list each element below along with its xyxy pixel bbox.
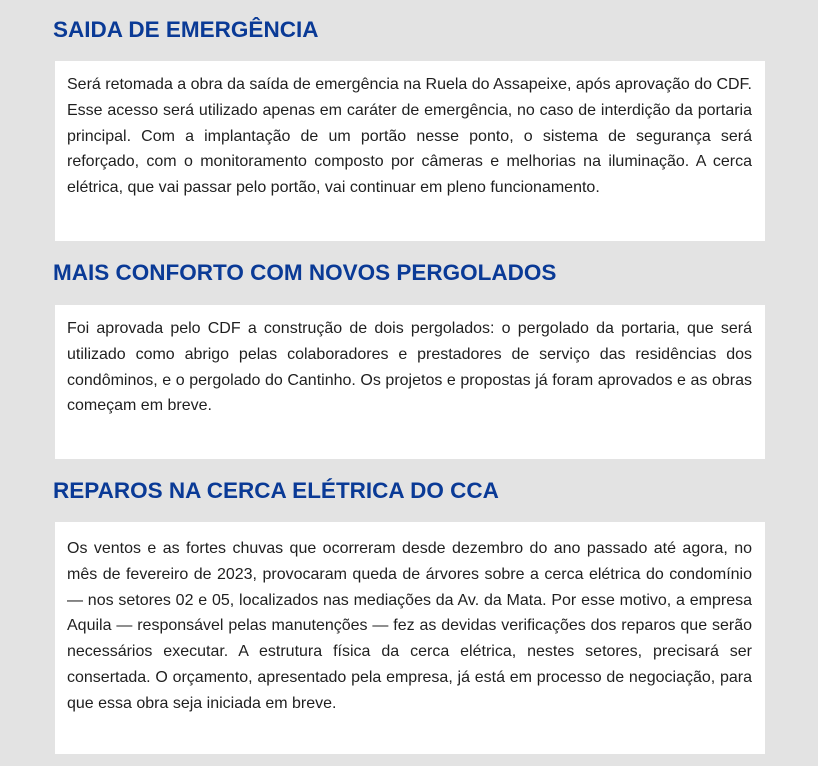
section-body-cerca-eletrica: Os ventos e as fortes chuvas que ocorreram desde dezembro do ano passado até agora, no mês de fevereiro de 2023, provocaram queda de árvores sobre a cerca elétrica do condomínio — nos setores 02 e 05, localizados nas mediações da Av. da Mata. Por esse motivo, a empresa Aquila — responsável pelas manutenções — fez as devidas verificações dos reparos que serão necessários executar. A estrutura física da cerca elétrica, nestes setores, precisará ser consertada. O orçamento, apresentado pela empresa, já está em processo de negociação, para que essa obra seja iniciada em breve. bbox=[67, 540, 752, 712]
section-body-pergolados: Foi aprovada pelo CDF a construção de dois pergolados: o pergolado da portaria, que será utilizado como abrigo pelas colaboradores e prestadores de serviço das residências dos condôminos, e o pergolado do Cantinho. Os projetos e propostas já foram aprovados e as obras começam em breve. bbox=[67, 320, 752, 415]
section-title-pergolados: MAIS CONFORTO COM NOVOS PERGOLADOS bbox=[53, 260, 557, 285]
section-title-saida-emergencia: SAIDA DE EMERGÊNCIA bbox=[53, 17, 319, 42]
section-title-cerca-eletrica: REPAROS NA CERCA ELÉTRICA DO CCA bbox=[53, 478, 499, 503]
section-card-pergolados bbox=[55, 305, 765, 459]
section-card-cerca-eletrica bbox=[55, 522, 765, 754]
section-card-saida-emergencia bbox=[55, 61, 765, 241]
section-body-saida-emergencia: Será retomada a obra da saída de emergência na Ruela do Assapeixe, após aprovação do CDF. Esse acesso será utilizado apenas em caráter de emergência, no caso de interdição da portaria principal. Com a implantação de um portão nesse ponto, o sistema de segurança será reforçado, com o monitoramento composto por câmeras e melhorias na iluminação. A cerca elétrica, que vai passar pelo portão, vai continuar em pleno funcionamento. bbox=[67, 76, 752, 197]
